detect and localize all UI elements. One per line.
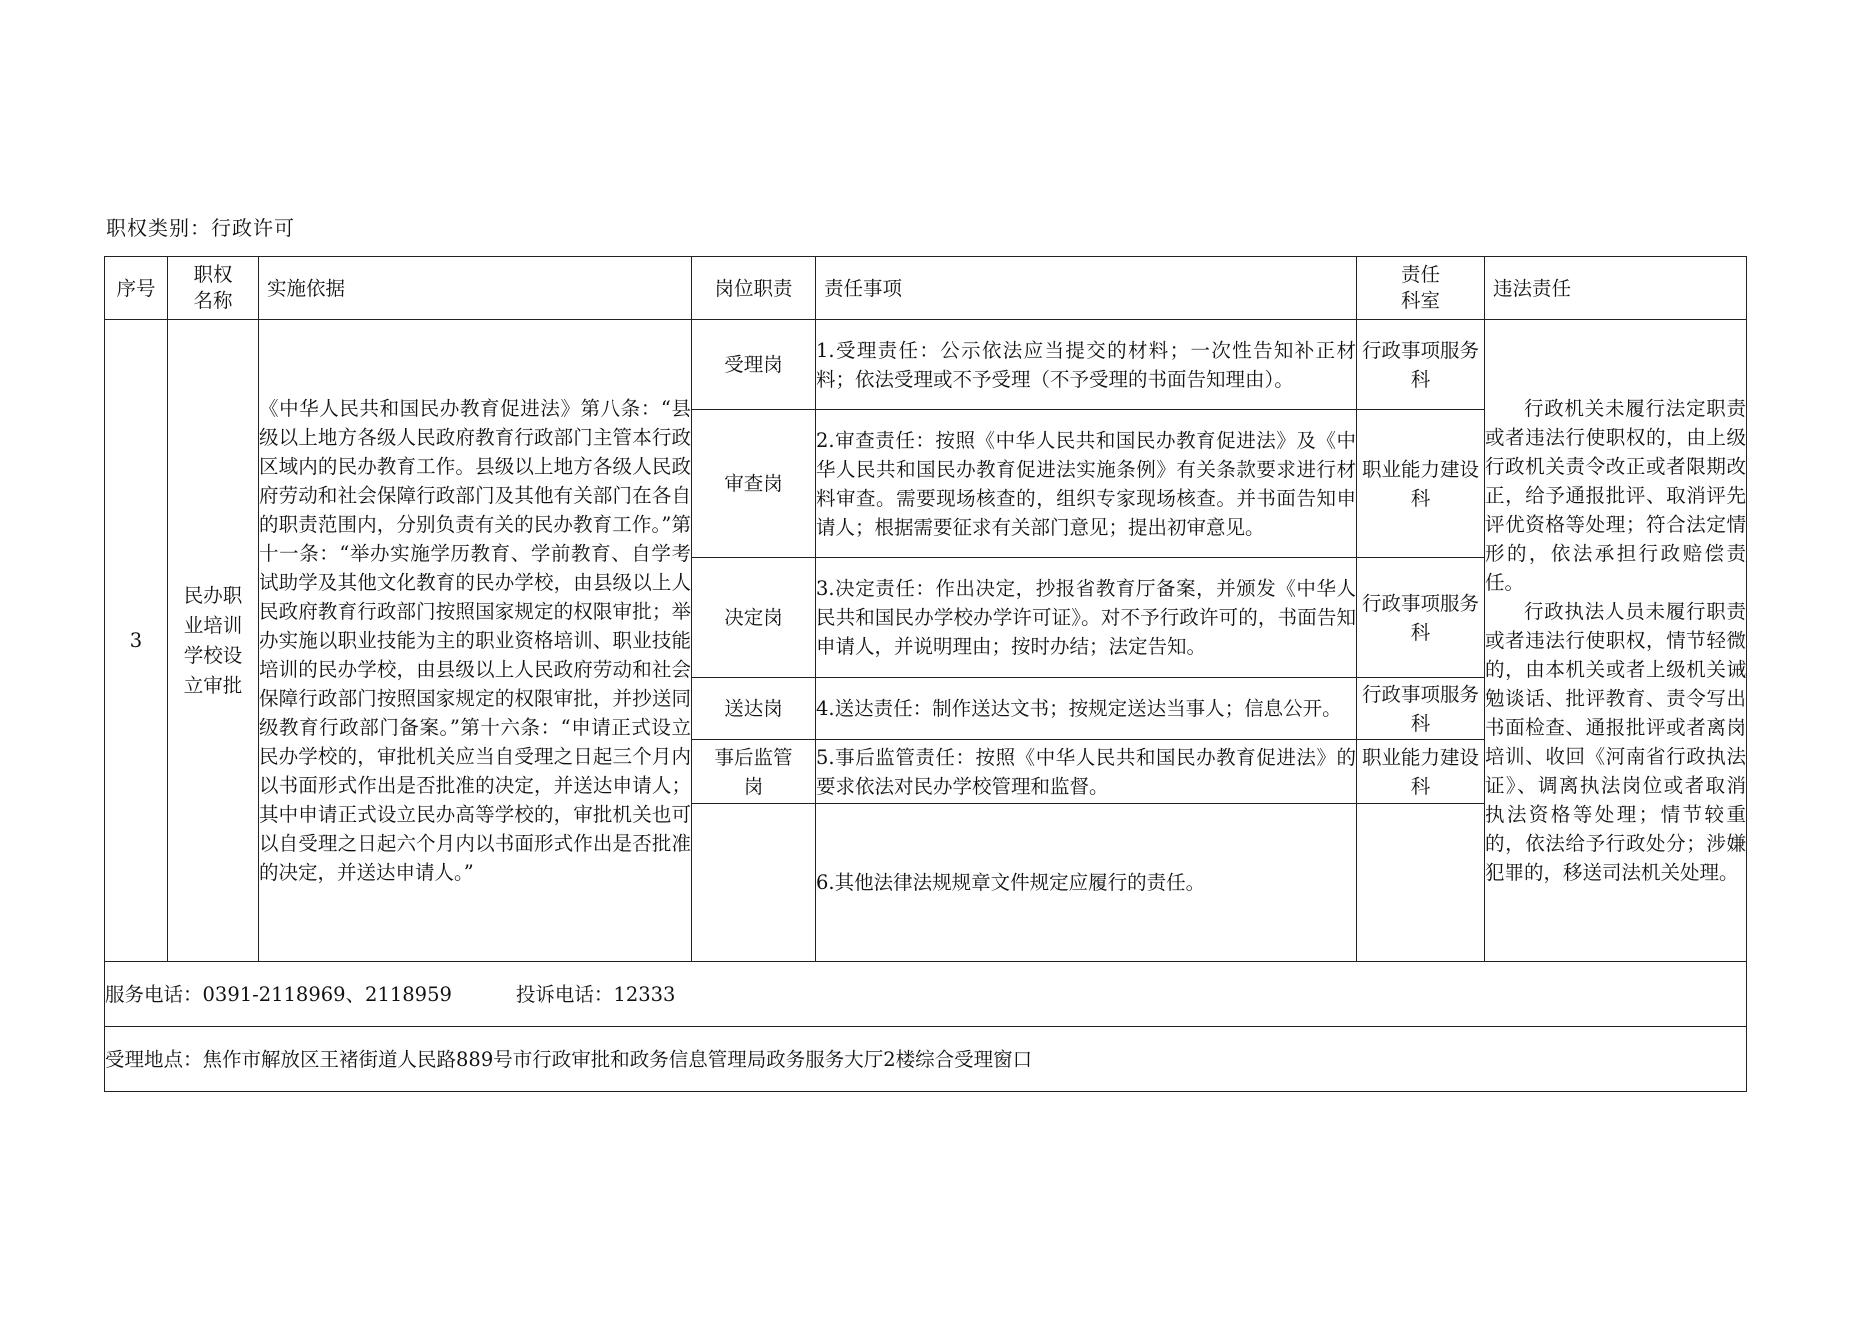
post-cell: 送达岗 [692,678,816,740]
post-cell: 决定岗 [692,558,816,678]
dept-cell: 行政事项服务科 [1357,558,1485,678]
item-cell: 6.其他法律法规规章文件规定应履行的责任。 [816,804,1357,962]
post-cell [692,804,816,962]
header-items: 责任事项 [816,257,1357,320]
dept-cell: 职业能力建设科 [1357,410,1485,558]
footer-phone-cell [105,962,1747,1027]
service-phone: 服务电话：0391-2118969、2118959 [105,982,452,1006]
item-cell: 4.送达责任：制作送达文书；按规定送达当事人；信息公开。 [816,678,1357,740]
header-name-line1: 职权 [193,263,233,286]
header-post: 岗位职责 [692,257,816,320]
header-basis: 实施依据 [259,257,692,320]
header-name [168,257,259,320]
header-dept-line1: 责任 [1400,263,1440,286]
post-cell: 事后监管岗 [692,740,816,804]
table-row [105,320,1747,410]
header-dept [1357,257,1485,320]
row-name: 民办职业培训学校设立审批 [168,320,259,962]
item-cell: 3.决定责任：作出决定，抄报省教育厅备案，并颁发《中华人民共和国民办学校办学许可证》。对不予行政许可的，书面告知申请人，并说明理由；按时办结；法定告知。 [816,558,1357,678]
item-cell: 2.审查责任：按照《中华人民共和国民办教育促进法》及《中华人民共和国民办教育促进法实施条例》有关条款要求进行材料审查。需要现场核查的，组织专家现场核查。并书面告知申请人；根据需要征求有关部门意见；提出初审意见。 [816,410,1357,558]
responsibility-table [104,256,1747,1092]
footer-address-row [105,1027,1747,1092]
post-cell: 受理岗 [692,320,816,410]
header-liability: 违法责任 [1485,257,1747,320]
post-cell: 审查岗 [692,410,816,558]
header-seq: 序号 [105,257,168,320]
dept-cell [1357,804,1485,962]
row-liability [1485,320,1747,962]
dept-cell: 行政事项服务科 [1357,320,1485,410]
liability-paragraph-1: 行政机关未履行法定职责或者违法行使职权的，由上级行政机关责令改正或者限期改正，给予通报批评、取消评先评优资格等处理；符合法定情形的，依法承担行政赔偿责任。 [1485,397,1746,594]
footer-address: 受理地点：焦作市解放区王褚街道人民路889号市行政审批和政务信息管理局政务服务大厅2楼综合受理窗口 [105,1027,1747,1092]
header-dept-line2: 科室 [1400,289,1440,312]
item-cell: 5.事后监管责任：按照《中华人民共和国民办教育促进法》的要求依法对民办学校管理和监督。 [816,740,1357,804]
dept-cell: 行政事项服务科 [1357,678,1485,740]
complaint-phone: 投诉电话：12333 [515,982,676,1006]
row-seq: 3 [105,320,168,962]
category-label: 职权类别：行政许可 [106,216,295,240]
item-cell: 1.受理责任：公示依法应当提交的材料；一次性告知补正材料；依法受理或不予受理（不予受理的书面告知理由）。 [816,320,1357,410]
header-row [105,257,1747,320]
liability-paragraph-2: 行政执法人员未履行职责或者违法行使职权，情节轻微的，由本机关或者上级机关诫勉谈话、批评教育、责令写出书面检查、通报批评或者离岗培训、收回《河南省行政执法证》、调离执法岗位或者取消执法资格等处理；情节较重的，依法给予行政处分；涉嫌犯罪的，移送司法机关处理。 [1485,600,1746,884]
dept-cell: 职业能力建设科 [1357,740,1485,804]
header-name-line2: 名称 [193,289,233,312]
footer-phone-row [105,962,1747,1027]
row-basis: 《中华人民共和国民办教育促进法》第八条：“县级以上地方各级人民政府教育行政部门主管本行政区域内的民办教育工作。县级以上地方各级人民政府劳动和社会保障行政部门及其他有关部门在各自的职责范围内，分别负责有关的民办教育工作。”第十一条：“举办实施学历教育、学前教育、自学考试助学及其他文化教育的民办学校，由县级以上人民政府教育行政部门按照国家规定的权限审批；举办实施以职业技能为主的职业资格培训、职业技能培训的民办学校，由县级以上人民政府劳动和社会保障行政部门按照国家规定的权限审批，并抄送同级教育行政部门备案。”第十六条：“申请正式设立民办学校的，审批机关应当自受理之日起三个月内以书面形式作出是否批准的决定，并送达申请人；其中申请正式设立民办高等学校的，审批机关也可以自受理之日起六个月内以书面形式作出是否批准的决定，并送达申请人。” [259,320,692,962]
